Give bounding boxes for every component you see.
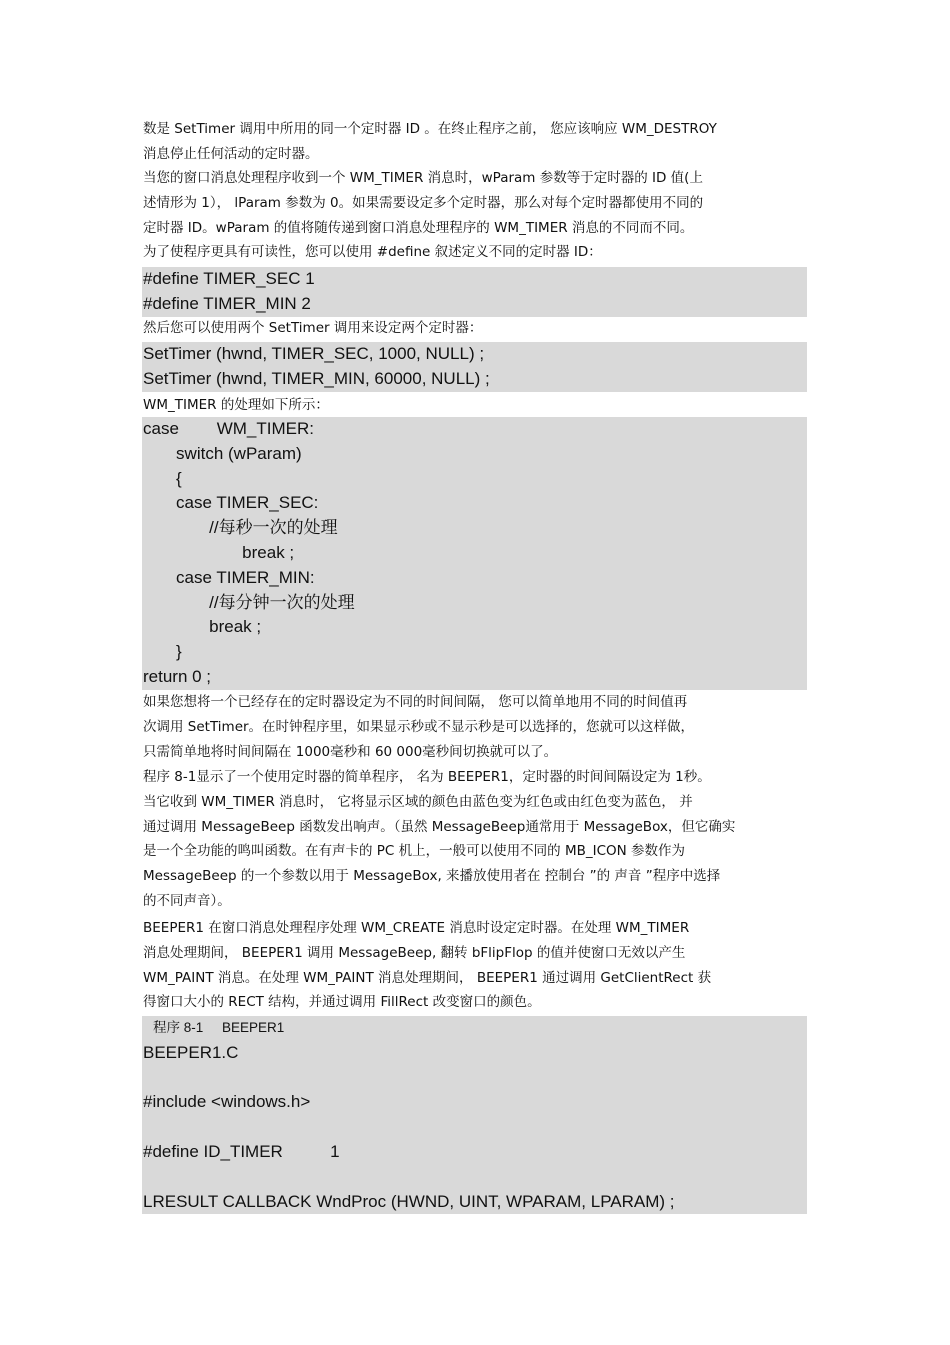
code-line: switch (wParam): [143, 443, 302, 463]
code-line: [142, 1165, 807, 1190]
text-line: 次调用 SetTimer。在时钟程序里，如果显示秒或不显示秒是可以选择的，您就可以这样做，: [143, 718, 695, 735]
paragraph-wm-timer-wparam: [143, 166, 807, 265]
text-line: 然后您可以使用两个 SetTimer 调用来设定两个定时器：: [143, 320, 483, 336]
text-line: 为了使程序更具有可读性，您可以使用 #define 叙述定义不同的定时器 ID：: [143, 244, 602, 261]
code-line: #define TIMER_MIN 2: [143, 293, 311, 313]
text-line: 是一个全功能的鸣叫函数。在有声卡的 PC 机上，一般可以使用不同的 MB_ICON 参数作为: [143, 843, 686, 860]
text-line: 当它收到 WM_TIMER 消息时， 它将显示区域的颜色由蓝色变为红色或由红色变为蓝色， 并: [143, 793, 693, 810]
text-line: 通过调用 MessageBeep 函数发出响声。（虽然 MessageBeep通常用于 MessageBox，但它确实: [143, 818, 736, 835]
text-line: MessageBeep 的一个参数以用于 MessageBox, 来播放使用者在 控制台 ”的 声音 ”程序中选择: [143, 868, 721, 885]
text-line: 述情形为 1）， lParam 参数为 0。如果需要设定多个定时器，那么对每个定时器都使用不同的: [143, 194, 704, 211]
paragraph-beeper1-description: [143, 916, 807, 1015]
code-line: {: [143, 468, 182, 488]
code-line: case WM_TIMER:: [143, 419, 314, 438]
listing-caption: 程序 8-1 BEEPER1: [153, 1020, 285, 1035]
code-line: break ;: [143, 617, 262, 637]
code-line: [142, 1066, 807, 1091]
code-line: }: [143, 642, 182, 662]
code-line: #include <windows.h>: [143, 1092, 311, 1112]
text-line: 消息处理期间， BEEPER1 调用 MessageBeep, 翻转 bFlipFlop 的值并使窗口无效以产生: [143, 944, 686, 961]
text-line: WM_TIMER 的处理如下所示：: [143, 397, 329, 413]
text-line: 得窗口大小的 RECT 结构，并通过调用 FillRect 改变窗口的颜色。: [143, 994, 541, 1011]
text-line: 消息停止任何活动的定时器。: [143, 145, 319, 162]
paragraph-program-8-1: [143, 765, 807, 914]
text-line: 定时器 ID。wParam 的值将随传递到窗口消息处理程序的 WM_TIMER 消息的不同而不同。: [143, 219, 694, 236]
code-block-switch-wparam: [142, 417, 807, 690]
text-line: WM_PAINT 消息。在处理 WM_PAINT 消息处理期间， BEEPER1 通过调用 GetClientRect 获: [143, 969, 712, 986]
paragraph-settimer-intro: [143, 316, 807, 341]
paragraph-timer-id: [143, 117, 807, 167]
code-line: break ;: [143, 542, 295, 562]
paragraph-wm-timer-handling: [143, 393, 807, 418]
code-line: #define TIMER_SEC 1: [143, 269, 315, 288]
text-line: BEEPER1 在窗口消息处理程序处理 WM_CREATE 消息时设定定时器。在处理 WM_TIMER: [143, 920, 690, 936]
code-line: //每秒一次的处理: [143, 518, 338, 538]
code-line: SetTimer (hwnd, TIMER_MIN, 60000, NULL) ;: [143, 368, 490, 388]
code-block-settimer-calls: [142, 342, 807, 392]
code-line: //每分钟一次的处理: [143, 592, 355, 612]
code-line: #define ID_TIMER 1: [143, 1141, 340, 1161]
code-line: return 0 ;: [143, 666, 212, 686]
code-block-beeper1-listing: [142, 1016, 807, 1214]
code-line: LRESULT CALLBACK WndProc (HWND, UINT, WPARAM, LPARAM) ;: [143, 1191, 675, 1211]
code-line: BEEPER1.C: [143, 1042, 239, 1062]
text-line: 的不同声音）。: [143, 892, 231, 909]
code-line: case TIMER_MIN:: [143, 567, 315, 587]
code-line: case TIMER_SEC:: [143, 493, 319, 513]
text-line: 当您的窗口消息处理程序收到一个 WM_TIMER 消息时，wParam 参数等于定时器的 ID 值(上: [143, 170, 703, 186]
code-block-define-timers: [142, 267, 807, 317]
text-line: 只需简单地将时间间隔在 1000毫秒和 60 000毫秒间切换就可以了。: [143, 743, 558, 760]
code-line: SetTimer (hwnd, TIMER_SEC, 1000, NULL) ;: [143, 344, 485, 363]
text-line: 如果您想将一个已经存在的定时器设定为不同的时间间隔， 您可以简单地用不同的时间值再: [143, 694, 688, 710]
code-line: [142, 1115, 807, 1140]
text-line: 程序 8-1显示了一个使用定时器的简单程序， 名为 BEEPER1，定时器的时间间隔设定为 1秒。: [143, 769, 711, 785]
text-line: 数是 SetTimer 调用中所用的同一个定时器 ID 。在终止程序之前， 您应该响应 WM_DESTROY: [143, 121, 717, 137]
paragraph-change-interval: [143, 690, 807, 764]
